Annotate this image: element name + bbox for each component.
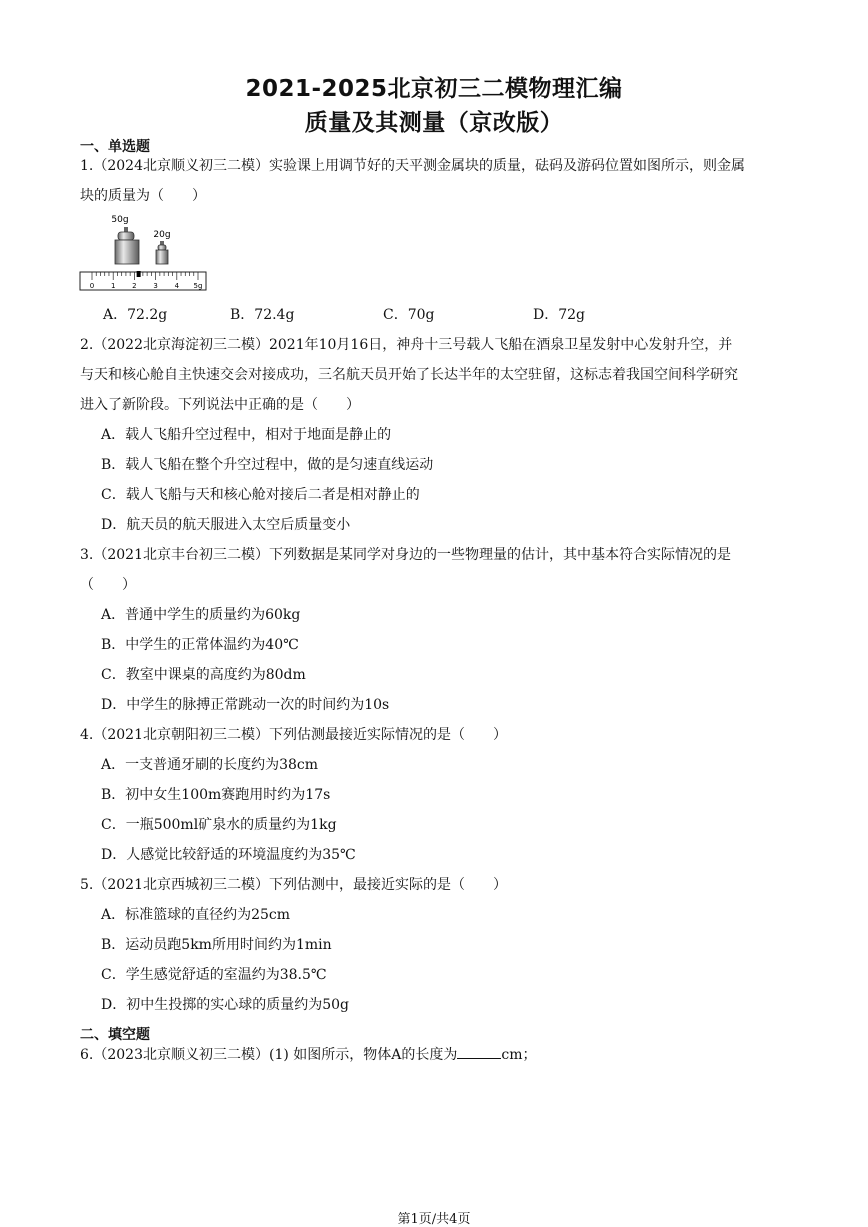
- question-3-text-line-2: （ ）: [80, 577, 136, 593]
- question-2-option-a[interactable]: A．载人飞船升空过程中，相对于地面是静止的: [101, 427, 392, 443]
- question-5-option-d[interactable]: D．初中生投掷的实心球的质量约为50g: [101, 997, 350, 1013]
- question-3-option-b[interactable]: B．中学生的正常体温约为40℃: [101, 637, 299, 653]
- weight-50g: [111, 215, 139, 264]
- question-3-option-a[interactable]: A．普通中学生的质量约为60kg: [101, 607, 301, 623]
- scale-tick-label: 5g: [193, 282, 203, 290]
- weight-20g: [153, 230, 170, 264]
- question-4-option-a[interactable]: A．一支普通牙刷的长度约为38cm: [101, 757, 319, 773]
- question-4-text-line-1: 4.（2021北京朝阳初三二模）下列估测最接近实际情况的是（ ）: [80, 727, 507, 743]
- section-heading-fill-blank: 二、填空题: [80, 1027, 150, 1043]
- question-6-prefix: 6.（2023北京顺义初三二模）(1) 如图所示，物体A的长度为: [80, 1047, 458, 1063]
- scale-tick-label: 1: [110, 282, 116, 290]
- question-1-option-c[interactable]: C．70g: [383, 307, 435, 323]
- weight-50g-label: 50g: [111, 215, 129, 225]
- question-2-text-line-1: 2.（2022北京海淀初三二模）2021年10月16日，神舟十三号载人飞船在酒泉卫星发射中心发射升空，并: [80, 337, 733, 353]
- question-2-option-c[interactable]: C．载人飞船与天和核心舱对接后二者是相对静止的: [101, 487, 420, 503]
- question-3-option-c[interactable]: C．教室中课桌的高度约为80dm: [101, 667, 306, 683]
- rider-scale: [80, 271, 206, 290]
- question-6-suffix: cm；: [501, 1047, 537, 1063]
- document-title-line-1: 2021-2025北京初三二模物理汇编: [245, 76, 623, 102]
- question-5-option-a[interactable]: A．标准篮球的直径约为25cm: [101, 907, 291, 923]
- scale-tick-label: 0: [89, 282, 95, 290]
- question-6-answer-blank[interactable]: [457, 1046, 501, 1059]
- question-4-option-d[interactable]: D．人感觉比较舒适的环境温度约为35℃: [101, 847, 356, 863]
- balance-weights-figure: [78, 210, 212, 294]
- question-4-option-c[interactable]: C．一瓶500ml矿泉水的质量约为1kg: [101, 817, 337, 833]
- question-2-option-d[interactable]: D．航天员的航天服进入太空后质量变小: [101, 517, 351, 533]
- question-3-option-d[interactable]: D．中学生的脉搏正常跳动一次的时间约为10s: [101, 697, 390, 713]
- document-title-line-2: 质量及其测量（京改版）: [304, 110, 564, 136]
- page-footer: 第1页/共4页: [397, 1212, 471, 1227]
- question-4-option-b[interactable]: B．初中女生100m赛跑用时约为17s: [101, 787, 331, 803]
- scale-tick-label: 2: [132, 282, 137, 290]
- question-1-option-d[interactable]: D．72g: [533, 307, 586, 323]
- question-2-text-line-3: 进入了新阶段。下列说法中正确的是（ ）: [80, 397, 360, 413]
- weight-20g-label: 20g: [153, 230, 171, 240]
- rider-marker: [137, 271, 141, 277]
- question-5-option-c[interactable]: C．学生感觉舒适的室温约为38.5℃: [101, 967, 327, 983]
- scale-tick-label: 3: [153, 282, 158, 290]
- question-2-option-b[interactable]: B．载人飞船在整个升空过程中，做的是匀速直线运动: [101, 457, 434, 473]
- question-1-text-line-2: 块的质量为（ ）: [80, 188, 206, 204]
- question-5-text-line-1: 5.（2021北京西城初三二模）下列估测中，最接近实际的是（ ）: [80, 877, 507, 893]
- question-1-text-line-1: 1.（2024北京顺义初三二模）实验课上用调节好的天平测金属块的质量，砝码及游码位置如图所示，则金属: [80, 158, 745, 174]
- question-3-text-line-1: 3.（2021北京丰台初三二模）下列数据是某同学对身边的一些物理量的估计，其中基本符合实际情况的是: [80, 547, 731, 563]
- question-2-text-line-2: 与天和核心舱自主快速交会对接成功，三名航天员开始了长达半年的太空驻留，这标志着我国空间科学研究: [80, 367, 738, 383]
- question-1-option-a[interactable]: A．72.2g: [103, 307, 168, 323]
- section-heading-single-choice: 一、单选题: [80, 139, 150, 155]
- question-1-option-b[interactable]: B．72.4g: [230, 307, 295, 323]
- scale-tick-label: 4: [174, 282, 180, 290]
- question-5-option-b[interactable]: B．运动员跑5km所用时间约为1min: [101, 937, 332, 953]
- question-6-text-line-1: [80, 1044, 537, 1064]
